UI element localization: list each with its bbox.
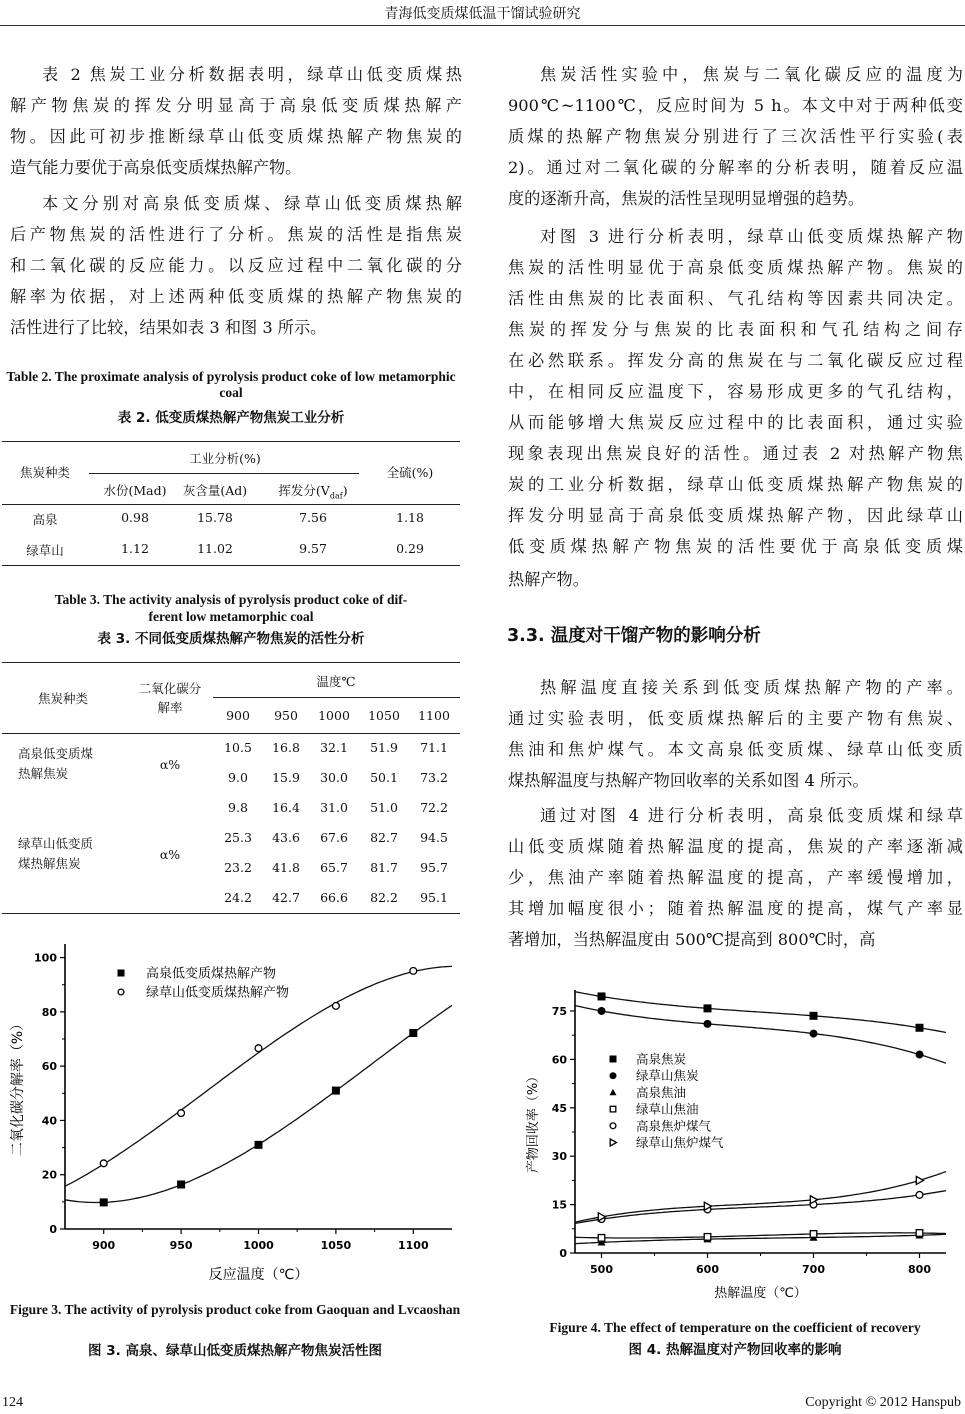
column-group-header: 工业分析(%) [189, 451, 261, 466]
table-cell: 16.4 [272, 800, 300, 815]
text-line: 解产物焦炭的挥发分明显高于高泉低变质煤热解产 [10, 96, 462, 115]
y-tick-label: 20 [41, 1168, 57, 1182]
text-line: 其增加幅度很小；随着热解温度的提高，煤气产率显 [508, 899, 963, 918]
x-tick-label: 1050 [320, 1239, 352, 1252]
figure-3-caption-zh: 图 3. 高泉、绿草山低变质煤热解产物焦炭活性图 [88, 1343, 382, 1359]
table-bottom-rule [2, 913, 460, 914]
marker-open-circle [100, 1160, 107, 1167]
marker-filled-square [916, 1024, 924, 1032]
row-label: 绿草山低变质 [18, 836, 94, 851]
text-line: 通过实验表明，低变质煤热解后的主要产物有焦炭、 [508, 709, 963, 728]
marker-filled-square [332, 1087, 340, 1095]
x-tick-label: 500 [590, 1263, 613, 1276]
legend-label: 绿草山低变质煤热解产物 [146, 985, 290, 1001]
table-cell: 25.3 [224, 830, 252, 845]
figure-4-chart [500, 975, 965, 1315]
text-line: 挥发分明显高于高泉低变质煤热解产物，因此绿草山 [508, 506, 963, 525]
marker-open-square [810, 1231, 817, 1238]
table-cell: 1.12 [121, 541, 149, 556]
table-cell: 82.7 [370, 830, 398, 845]
table-cell: 0.98 [121, 510, 149, 525]
table-cell: 15.9 [272, 770, 300, 785]
marker-open-square [598, 1235, 605, 1242]
text-line: 对图 3 进行分析表明，绿草山低变质煤热解产物 [540, 227, 963, 246]
text-line: 焦炭活性实验中，焦炭与二氧化碳反应的温度为 [540, 65, 963, 84]
text-line: 2)。通过对二氧化碳的分解率的分析表明，随着反应温 [508, 158, 963, 177]
row-label: 绿草山 [26, 543, 64, 558]
text-line: 解率为依据，对上述两种低变质煤的热解产物焦炭的 [10, 287, 462, 306]
y-tick-label: 80 [41, 1005, 57, 1019]
marker-open-triangle-right [610, 1139, 616, 1146]
table-3-caption-zh: 表 3. 不同低变质煤热解产物焦炭的活性分析 [97, 631, 365, 647]
text-line: 中，在相同反应温度下，容易形成更多的气孔结构， [508, 382, 963, 401]
row-label: 高泉低变质煤 [18, 746, 94, 761]
table-2-caption-zh: 表 2. 低变质煤热解产物焦炭工业分析 [117, 410, 345, 426]
marker-open-circle [410, 967, 417, 974]
x-axis-label: 反应温度（℃） [208, 1267, 309, 1283]
marker-filled-square [810, 1012, 818, 1020]
y-tick-label: 0 [559, 1247, 567, 1260]
column-header: 水份(Mad) [103, 483, 167, 498]
fit-line-0 [575, 992, 946, 1033]
row-label: 高泉 [32, 512, 58, 527]
unit-label: α% [159, 847, 181, 862]
fit-line-1 [575, 1006, 946, 1064]
paren: ) [342, 483, 348, 498]
text-line: 900℃~1100℃，反应时间为 5 h。本文中对于两种低变 [508, 96, 963, 115]
figure-3-chart [0, 930, 470, 1290]
marker-filled-square [100, 1198, 108, 1206]
fit-line-4 [575, 1191, 946, 1224]
table-group-rule [213, 697, 460, 698]
text-line: 在必然联系。挥发分高的焦炭在与二氧化碳反应过程 [508, 351, 963, 370]
column-header: 二氧化碳分 [138, 681, 202, 696]
marker-filled-triangle [610, 1089, 617, 1095]
y-axis-label: 二氧化碳分解率（%） [10, 1016, 26, 1157]
table-header-rule [2, 733, 460, 734]
x-tick-label: 1100 [397, 1239, 429, 1252]
table-cell: 32.1 [320, 740, 348, 755]
text-line: 度的逐渐升高，焦炭的活性呈现明显增强的趋势。 [508, 189, 865, 208]
text-line: 热解产物。 [508, 570, 589, 589]
marker-filled-circle [598, 1007, 606, 1015]
table-cell: 42.7 [272, 890, 300, 905]
x-tick-label: 700 [802, 1263, 825, 1276]
table-cell: 81.7 [370, 860, 398, 875]
fit-line-3 [575, 1233, 946, 1238]
marker-open-circle [610, 1123, 616, 1129]
column-header: 1100 [418, 708, 450, 723]
table-cell: 7.56 [299, 510, 327, 525]
marker-open-square [610, 1106, 616, 1112]
marker-filled-square [409, 1029, 417, 1037]
legend-label: 高泉低变质煤热解产物 [146, 966, 277, 982]
text-line: 焦炭的活性明显优于高泉低变质煤热解产物。焦炭的 [508, 258, 963, 277]
subscript: daf [329, 491, 343, 501]
table-3-caption-en-2: ferent low metamorphic coal [148, 609, 314, 624]
table-cell: 9.8 [228, 800, 248, 815]
column-header: 焦炭种类 [19, 465, 71, 480]
unit-label: α% [159, 757, 181, 772]
table-top-rule [2, 441, 460, 442]
table-cell: 71.1 [420, 740, 448, 755]
text-line: 从而能够增大焦炭反应过程中的比表面积，通过实验 [508, 413, 963, 432]
x-axis-label: 热解温度（℃） [714, 1286, 807, 1301]
table-cell: 24.2 [224, 890, 252, 905]
legend-label: 绿草山焦油 [636, 1101, 699, 1117]
y-tick-label: 60 [551, 1053, 567, 1067]
marker-filled-square [598, 992, 606, 1000]
column-header-text: 挥发分(V [278, 483, 330, 498]
row-label: 煤热解焦炭 [18, 856, 81, 871]
marker-filled-square [177, 1180, 185, 1188]
text-line: 山低变质煤随着热解温度的提高，焦炭的产率逐渐减 [508, 837, 963, 856]
marker-filled-square [704, 1004, 712, 1012]
table-cell: 1.18 [396, 510, 424, 525]
y-tick-label: 45 [551, 1101, 567, 1115]
marker-open-square [704, 1234, 711, 1241]
legend-label: 高泉焦炭 [636, 1051, 687, 1067]
marker-filled-circle [610, 1072, 617, 1079]
table-header-rule [2, 504, 460, 505]
table-cell: 51.9 [370, 740, 398, 755]
figure-4-caption-en: Figure 4. The effect of temperature on the coefficient of recovery [549, 1320, 921, 1335]
text-line: 低变质煤热解产物焦炭的活性要优于高泉低变质煤 [508, 537, 963, 556]
table-3-caption-en: Table 3. The activity analysis of pyrolysis product coke of dif- [54, 592, 408, 607]
column-header: 1000 [318, 708, 350, 723]
table-top-rule [2, 662, 460, 663]
y-tick-label: 60 [41, 1060, 57, 1074]
text-line: 焦油和焦炉煤气。本文高泉低变质煤、绿草山低变质 [508, 740, 963, 759]
y-axis-label: 产物回收率（%） [526, 1069, 541, 1174]
text-line: 活性由焦炭的比表面积、气孔结构等因素共同决定。 [508, 289, 963, 308]
y-tick-label: 40 [41, 1114, 57, 1128]
table-cell: 23.2 [224, 860, 252, 875]
column-header: 950 [274, 708, 298, 723]
table-cell: 65.7 [320, 860, 348, 875]
table-cell: 30.0 [320, 770, 348, 785]
table-cell: 15.78 [197, 510, 233, 525]
marker-open-circle [118, 989, 124, 995]
marker-filled-circle [704, 1020, 712, 1028]
text-line: 现象表现出焦炭良好的活性。通过表 2 对热解产物焦 [508, 444, 963, 463]
marker-open-circle [255, 1045, 262, 1052]
figure-4-caption-zh: 图 4. 热解温度对产物回收率的影响 [628, 1342, 842, 1358]
y-tick-label: 0 [49, 1223, 57, 1236]
column-group-header: 温度℃ [316, 674, 356, 689]
page-number: 124 [2, 1395, 23, 1410]
column-header: 焦炭种类 [37, 691, 89, 706]
column-header [278, 481, 347, 501]
text-line: 物。因此可初步推断绿草山低变质煤热解产物焦炭的 [10, 127, 462, 146]
table-cell: 0.29 [396, 541, 424, 556]
table-cell: 73.2 [420, 770, 448, 785]
text-line: 少，焦油产率随着热解温度的提高，产率缓慢增加， [508, 868, 963, 887]
table-cell: 72.2 [420, 800, 448, 815]
table-cell: 95.7 [420, 860, 448, 875]
text-line: 活性进行了比较，结果如表 3 和图 3 所示。 [10, 318, 327, 337]
text-line: 煤热解温度与热解产物回收率的关系如图 4 所示。 [508, 771, 869, 790]
copyright: Copyright © 2012 Hanspub [805, 1395, 961, 1410]
fit-line-0 [65, 1005, 452, 1202]
x-tick-label: 600 [696, 1263, 719, 1276]
text-line: 热解温度直接关系到低变质煤热解产物的产率。 [540, 678, 963, 697]
table-cell: 43.6 [272, 830, 300, 845]
table-cell: 82.2 [370, 890, 398, 905]
marker-open-triangle-right [916, 1176, 923, 1184]
table-cell: 51.0 [370, 800, 398, 815]
marker-filled-square [610, 1056, 617, 1063]
marker-open-circle [333, 1002, 340, 1009]
legend-label: 绿草山焦炉煤气 [636, 1135, 724, 1150]
table-cell: 95.1 [420, 890, 448, 905]
table-cell: 10.5 [224, 740, 252, 755]
table-cell: 41.8 [272, 860, 300, 875]
table-cell: 66.6 [320, 890, 348, 905]
column-header: 900 [226, 708, 250, 723]
marker-filled-circle [916, 1051, 924, 1059]
text-line: 焦炭的挥发分与焦炭的比表面积和气孔结构之间存 [508, 320, 963, 339]
legend-label: 绿草山焦炭 [636, 1068, 699, 1084]
column-header-2: 解率 [157, 700, 183, 715]
marker-filled-circle [810, 1030, 818, 1038]
x-tick-label: 950 [169, 1239, 193, 1252]
y-tick-label: 75 [551, 1004, 567, 1018]
figure-3-caption-en: Figure 3. The activity of pyrolysis product coke from Gaoquan and Lvcaoshan [9, 1302, 461, 1317]
table-bottom-rule [2, 565, 460, 566]
text-line: 后产物焦炭的活性进行了分析。焦炭的活性是指焦炭 [10, 225, 462, 244]
fit-line-5 [575, 1172, 946, 1223]
text-line: 表 2 焦炭工业分析数据表明，绿草山低变质煤热 [42, 65, 462, 84]
x-tick-label: 900 [92, 1239, 116, 1252]
text-line: 造气能力要优于高泉低变质煤热解产物。 [10, 158, 302, 177]
marker-filled-square [118, 970, 125, 977]
y-tick-label: 100 [34, 951, 57, 965]
marker-open-circle [916, 1192, 923, 1199]
table-cell: 16.8 [272, 740, 300, 755]
table-cell: 94.5 [420, 830, 448, 845]
y-tick-label: 15 [551, 1198, 567, 1212]
table-cell: 50.1 [370, 770, 398, 785]
text-line: 质煤的热解产物焦炭分别进行了三次活性平行实验(表 [508, 127, 963, 146]
legend-label: 高泉焦油 [636, 1084, 687, 1100]
running-header: 青海低变质煤低温干馏试验研究 [384, 6, 581, 22]
row-label: 热解焦炭 [18, 766, 69, 781]
text-line: 通过对图 4 进行分析表明，高泉低变质煤和绿草 [540, 806, 963, 825]
table-cell: 67.6 [320, 830, 348, 845]
marker-open-circle [178, 1110, 185, 1117]
text-line: 和二氧化碳的反应能力。以反应过程中二氧化碳的分 [10, 256, 462, 275]
table-cell: 9.0 [228, 770, 248, 785]
column-header: 全硫(%) [386, 465, 434, 480]
table-2-caption-en: Table 2. The proximate analysis of pyrolysis product coke of low metamorphic coal [6, 369, 456, 400]
table-group-rule [89, 473, 359, 474]
section-heading: 3.3. 温度对干馏产物的影响分析 [507, 626, 761, 646]
marker-filled-square [255, 1141, 263, 1149]
header-divider [0, 25, 965, 26]
text-line: 著增加，当热解温度由 500℃提高到 800℃时，高 [508, 930, 876, 949]
y-tick-label: 30 [551, 1150, 567, 1164]
x-tick-label: 1000 [243, 1239, 274, 1252]
table-cell: 31.0 [320, 800, 348, 815]
x-tick-label: 800 [908, 1263, 931, 1276]
column-header: 灰含量(Ad) [182, 483, 248, 498]
legend-label: 高泉焦炉煤气 [636, 1118, 712, 1134]
text-line: 本文分别对高泉低变质煤、绿草山低变质煤热解 [42, 194, 462, 213]
column-header: 1050 [368, 708, 400, 723]
table-cell: 11.02 [197, 541, 233, 556]
text-line: 炭的工业分析数据，绿草山低变质煤热解产物焦炭的 [508, 475, 963, 494]
table-cell: 9.57 [299, 541, 327, 556]
marker-open-square [916, 1230, 923, 1237]
